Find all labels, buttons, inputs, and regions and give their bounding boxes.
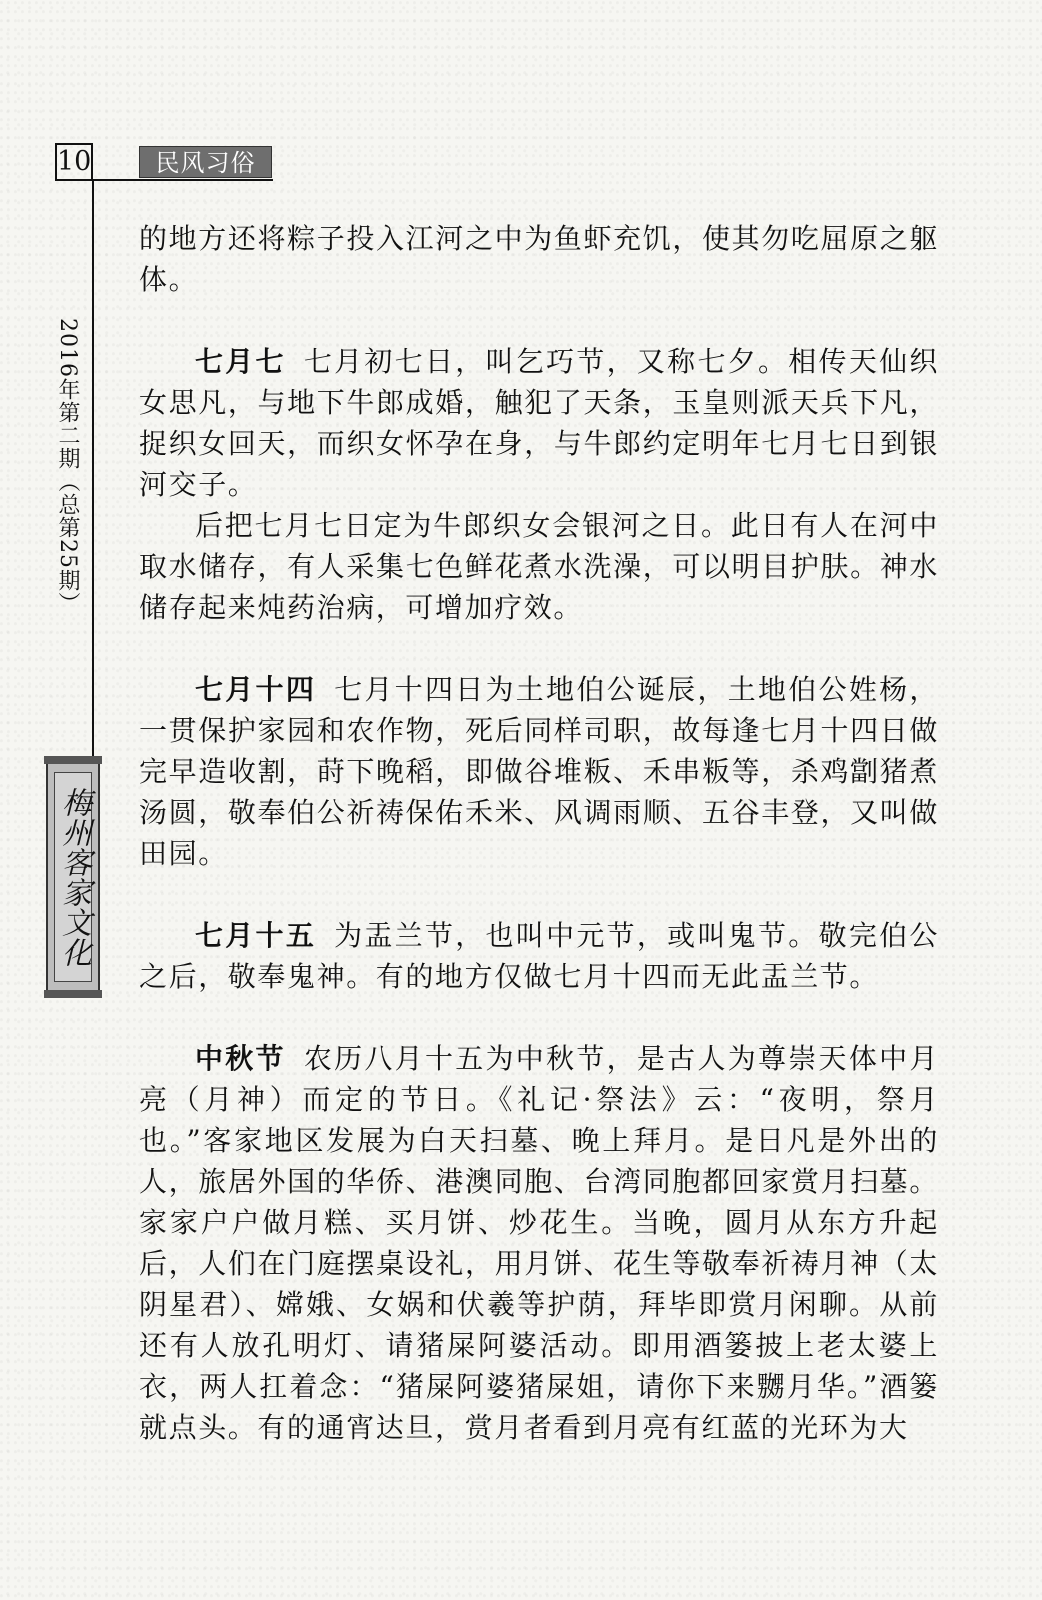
paragraph-text: 为盂兰节，也叫中元节，或叫鬼节。敬完伯公之后，敬奉鬼神。有的地方仅做七月十四而无此盂兰节。	[139, 919, 939, 993]
paragraph-gap	[139, 874, 939, 915]
section-label: 民风习俗	[139, 146, 272, 178]
paragraph-text: 后把七月七日定为牛郎织女会银河之日。此日有人在河中取水储存，有人采集七色鲜花煮水洗澡，可以明目护肤。神水储存起来炖药治病，可增加疗效。	[139, 509, 939, 624]
article-body	[139, 218, 939, 1448]
paragraph-gap	[139, 628, 939, 669]
issue-label: 2016年第二期（总第25期）	[55, 318, 80, 615]
paragraph	[139, 669, 939, 874]
header-rule	[93, 179, 273, 181]
side-rule	[92, 181, 94, 761]
paragraph	[139, 505, 939, 628]
paragraph-text: 七月初七日，叫乞巧节，又称七夕。相传天仙织女思凡，与地下牛郎成婚，触犯了天条，玉皇则派天兵下凡，捉织女回天，而织女怀孕在身，与牛郎约定明年七月七日到银河交子。	[139, 345, 939, 501]
paragraph	[139, 915, 939, 997]
festival-term: 七月十五	[195, 919, 317, 952]
paragraph-text: 七月十四日为土地伯公诞辰，土地伯公姓杨，一贯保护家园和农作物，死后同样司职，故每逢七月十四日做完早造收割，莳下晚稻，即做谷堆粄、禾串粄等，杀鸡劏猪煮汤圆，敬奉伯公祈祷保佑禾米、风调雨顺、五谷丰登，又叫做田园。	[139, 673, 939, 870]
logo-cap-top	[44, 756, 102, 764]
festival-term: 七月七	[195, 345, 286, 378]
paragraph-text: 的地方还将粽子投入江河之中为鱼虾充饥，使其勿吃屈原之躯体。	[139, 222, 939, 296]
paragraph-gap	[139, 997, 939, 1038]
paragraph-text: 农历八月十五为中秋节，是古人为尊崇天体中月亮（月神）而定的节日。《礼记·祭法》云：“夜明，祭月也。”客家地区发展为白天扫墓、晚上拜月。是日凡是外出的人，旅居外国的华侨、港澳同胞、台湾同胞都回家赏月扫墓。家家户户做月糕、买月饼、炒花生。当晚，圆月从东方升起后，人们在门庭摆桌设礼，用月饼、花生等敬奉祈祷月神（太阴星君）、嫦娥、女娲和伏羲等护荫，拜毕即赏月闲聊。从前还有人放孔明灯、请猪屎阿婆活动。即用酒篓披上老太婆上衣，两人扛着念：“猪屎阿婆猪屎姐，请你下来嬲月华。”酒篓就点头。有的通宵达旦，赏月者看到月亮有红蓝的光环为大	[139, 1042, 939, 1444]
paragraph	[139, 341, 939, 505]
paragraph-gap	[139, 300, 939, 341]
logo-text: 梅州客家文化	[56, 787, 91, 967]
festival-term: 七月十四	[195, 673, 317, 706]
page-number: 10	[55, 143, 93, 181]
paragraph	[139, 218, 939, 300]
paragraph	[139, 1038, 939, 1448]
logo-cap-bottom	[44, 990, 102, 998]
journal-logo	[46, 756, 100, 998]
festival-term: 中秋节	[195, 1042, 286, 1075]
